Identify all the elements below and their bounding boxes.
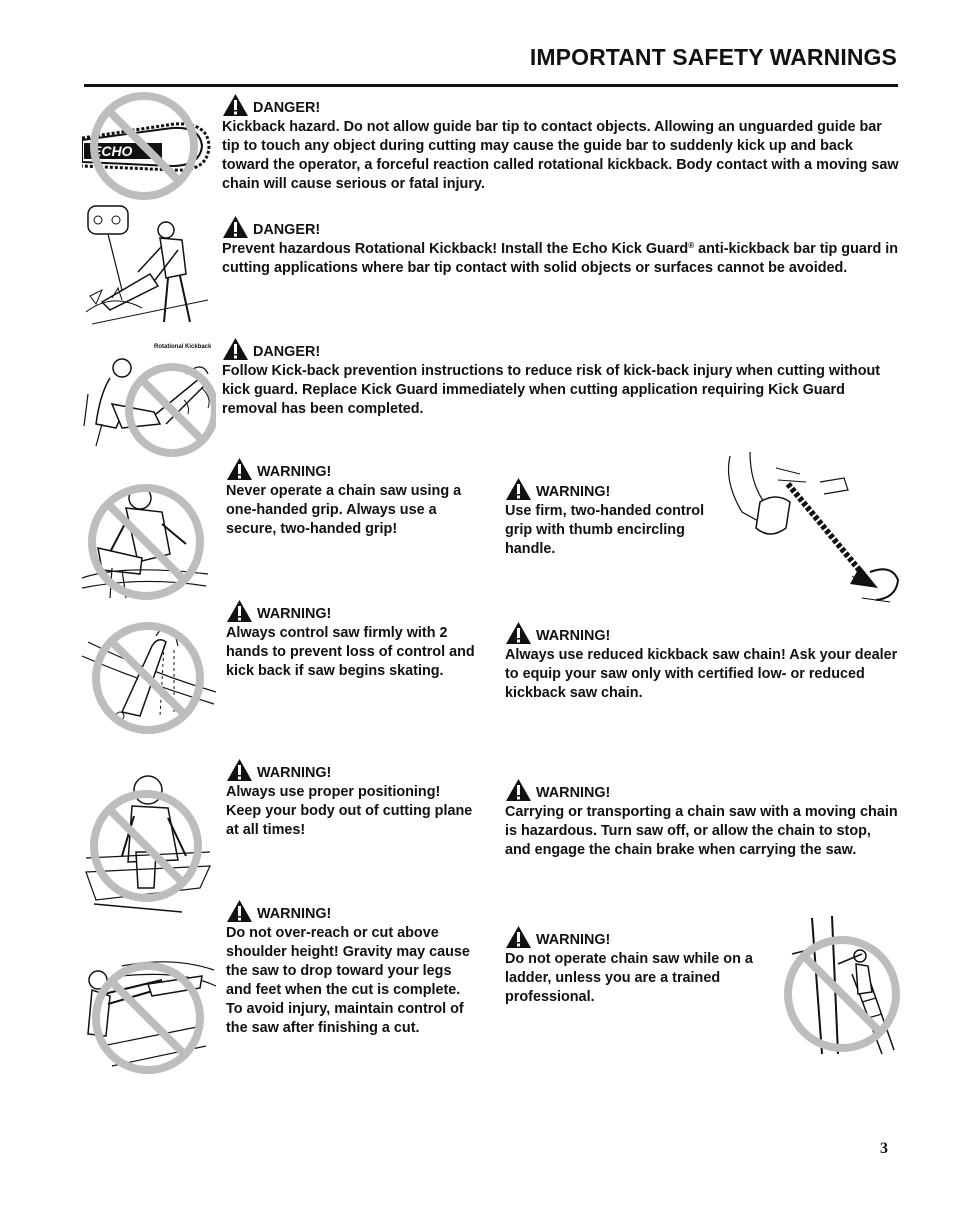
ladder-figure xyxy=(782,914,902,1058)
warning-text: Kickback hazard. Do not allow guide bar tip to contact objects. Allowing an unguarded guide bar tip to touch any object during cutting may cause the guide bar to suddenly kick up and back toward the operator, a forceful reaction called rotational kickback. Body contact with a moving saw chain will cause serious or fatal injury. xyxy=(222,119,899,192)
warning-label: WARNING! xyxy=(257,464,332,480)
rotational-kickback-figure xyxy=(82,354,216,458)
kickback-bar-tip-figure xyxy=(82,90,214,202)
rotational-kickback-caption: Rotational Kickback xyxy=(154,344,212,350)
warning-text: Always use proper positioning! Keep your body out of cutting plane at all times! xyxy=(226,784,473,838)
warning-triangle-icon xyxy=(226,758,253,782)
warning-block xyxy=(222,336,902,419)
warning-text: Do not over-reach or cut above shoulder height! Gravity may cause the saw to drop toward your legs and feet when the cut is complete. To avoid injury, maintain control of the saw after finishing a cut. xyxy=(226,925,470,1036)
warning-block xyxy=(222,92,902,194)
warning-block xyxy=(505,620,900,703)
warning-block xyxy=(226,757,476,840)
warning-text: Carrying or transporting a chain saw with a moving chain is hazardous. Turn saw off, or allow the chain to stop, and engage the chain brake when carrying the saw. xyxy=(505,804,898,858)
warning-label: WARNING! xyxy=(257,906,332,922)
warning-triangle-icon xyxy=(222,337,249,361)
warning-label: WARNING! xyxy=(257,606,332,622)
warning-triangle-icon xyxy=(226,599,253,623)
two-handed-grip-figure xyxy=(720,452,906,608)
over-reach-figure xyxy=(82,956,216,1078)
warning-triangle-icon xyxy=(226,899,253,923)
proper-positioning-figure xyxy=(82,770,212,916)
one-handed-grip-figure xyxy=(82,478,212,604)
warning-label: WARNING! xyxy=(257,765,332,781)
kick-guard-operator-figure xyxy=(82,200,214,328)
warning-label: WARNING! xyxy=(536,628,611,644)
warning-block xyxy=(505,777,900,860)
warning-text: Follow Kick-back prevention instructions to reduce risk of kick-back injury when cutting without kick guard. Replace Kick Guard immediately when cutting application requiring Kick Guard removal has been completed. xyxy=(222,363,881,417)
warning-triangle-icon xyxy=(505,925,532,949)
saw-skating-figure xyxy=(82,612,216,738)
warning-triangle-icon xyxy=(226,457,253,481)
warning-triangle-icon xyxy=(505,621,532,645)
warning-block xyxy=(226,898,476,1038)
warning-text: Never operate a chain saw using a one-handed grip. Always use a secure, two-handed grip! xyxy=(226,483,462,537)
warning-text: Use firm, two-handed control grip with thumb encircling handle. xyxy=(505,503,705,557)
warning-block xyxy=(226,456,476,539)
warning-triangle-icon xyxy=(505,778,532,802)
warning-block xyxy=(222,214,902,278)
warning-block xyxy=(505,924,770,1007)
echo-logo-text: ECHO xyxy=(92,143,133,159)
warning-label: DANGER! xyxy=(253,344,321,360)
warning-triangle-icon xyxy=(222,215,249,239)
warning-triangle-icon xyxy=(505,477,532,501)
warning-text: Always control saw firmly with 2 hands to prevent loss of control and kick back if saw begins skating. xyxy=(226,625,475,679)
registered-mark: ® xyxy=(688,241,695,250)
warning-triangle-icon xyxy=(222,93,249,117)
page-title: IMPORTANT SAFETY WARNINGS xyxy=(529,44,897,70)
warning-text: Do not operate chain saw while on a ladder, unless you are a trained professional. xyxy=(505,951,753,1005)
warning-label: WARNING! xyxy=(536,785,611,801)
title-rule xyxy=(84,84,898,87)
page-number: 3 xyxy=(880,1140,888,1157)
warning-label: WARNING! xyxy=(536,484,611,500)
warning-label: WARNING! xyxy=(536,932,611,948)
warning-text: Prevent hazardous Rotational Kickback! Install the Echo Kick Guard® anti-kickback bar tip guard in cutting applications where bar tip contact with solid objects or surfaces cannot be avoided. xyxy=(222,241,899,276)
warning-block xyxy=(226,598,476,681)
warning-label: DANGER! xyxy=(253,222,321,238)
warning-block xyxy=(505,476,727,559)
warning-text: Always use reduced kickback saw chain! Ask your dealer to equip your saw only with certified low- or reduced kickback saw chain. xyxy=(505,647,898,701)
warning-label: DANGER! xyxy=(253,100,321,116)
